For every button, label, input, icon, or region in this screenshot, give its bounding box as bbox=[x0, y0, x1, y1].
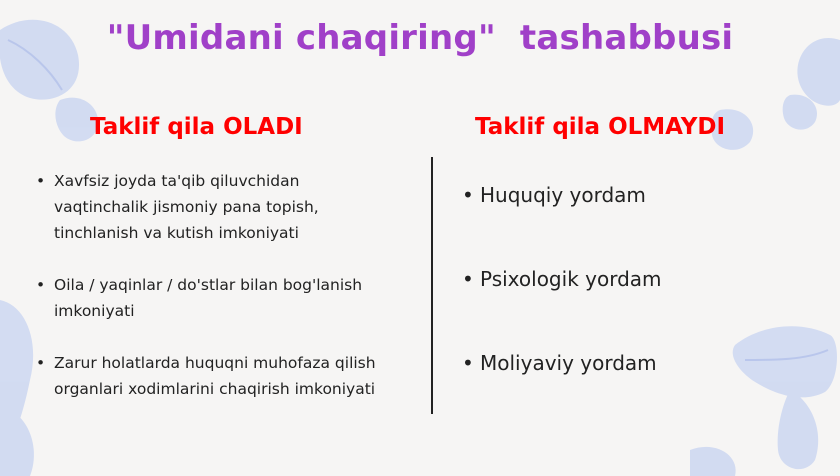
list-item-line: Zarur holatlarda huquqni muhofaza qilish bbox=[54, 354, 376, 372]
list-item-line: tinchlanish va kutish imkoniyati bbox=[54, 224, 299, 242]
list-item-line: organlari xodimlarini chaqirish imkoniyati bbox=[54, 380, 376, 398]
bullet-icon: • bbox=[462, 267, 474, 291]
can-offer-list bbox=[36, 168, 426, 428]
list-item bbox=[462, 264, 822, 294]
list-item-line: Oila / yaqinlar / do'stlar bilan bog'lanish bbox=[54, 276, 363, 294]
can-offer-heading: Taklif qila OLADI bbox=[90, 114, 303, 140]
bullet-icon: • bbox=[36, 354, 46, 372]
leaf-bottom-center-icon bbox=[690, 447, 736, 476]
bullet-icon: • bbox=[36, 276, 46, 294]
cannot-offer-list bbox=[462, 180, 822, 432]
list-item bbox=[462, 180, 822, 210]
page-title: "Umidani chaqiring" tashabbusi bbox=[106, 18, 734, 58]
list-item-label: Moliyaviy yordam bbox=[480, 351, 657, 375]
list-item-line: Xavfsiz joyda ta'qib qiluvchidan bbox=[54, 172, 300, 190]
bullet-icon: • bbox=[462, 351, 474, 375]
leaf-bottom-left-curl-icon bbox=[0, 410, 34, 476]
list-item-line: vaqtinchalik jismoniy pana topish, bbox=[54, 198, 319, 216]
list-item bbox=[36, 272, 426, 324]
list-item bbox=[36, 350, 426, 402]
list-item-line: imkoniyati bbox=[54, 302, 135, 320]
list-item bbox=[462, 348, 822, 378]
list-item bbox=[36, 168, 426, 246]
cannot-offer-heading: Taklif qila OLMAYDI bbox=[475, 114, 726, 140]
list-item-label: Psixologik yordam bbox=[480, 267, 662, 291]
bullet-icon: • bbox=[462, 183, 474, 207]
bullet-icon: • bbox=[36, 172, 46, 190]
column-divider bbox=[431, 157, 433, 414]
list-item-label: Huquqiy yordam bbox=[480, 183, 646, 207]
